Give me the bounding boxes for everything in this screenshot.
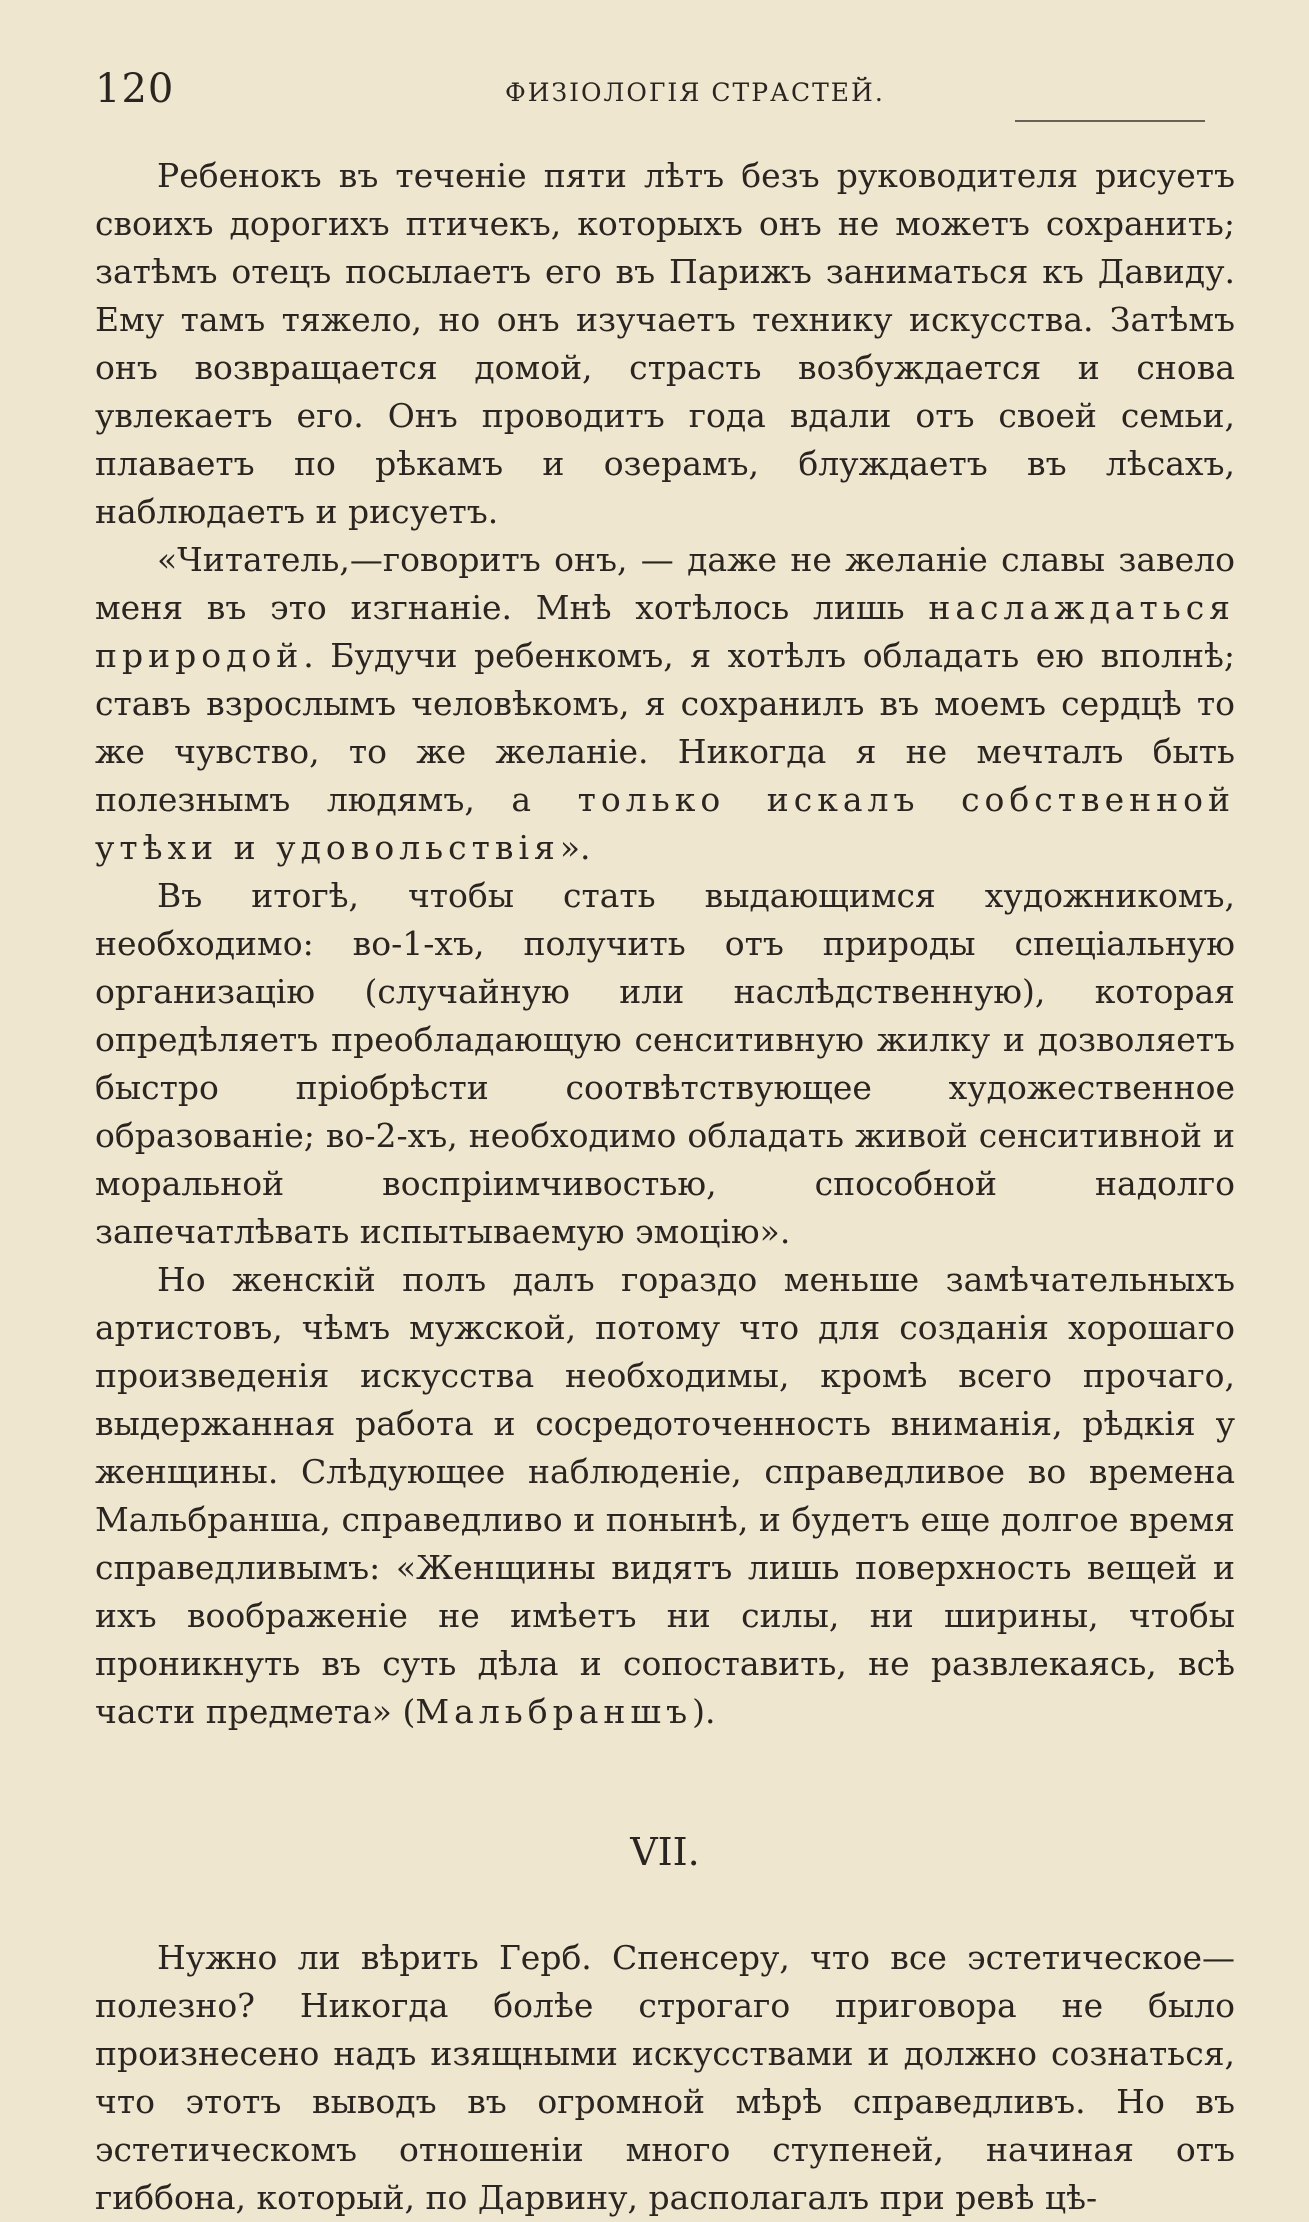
paragraph: Ребенокъ въ теченіе пяти лѣтъ безъ руководителя рисуетъ своихъ дорогихъ птичекъ, которыхъ онъ не можетъ сохранить; затѣмъ отецъ посылаетъ его въ Парижъ заниматься къ Давиду. Ему тамъ тяжело, но онъ изучаетъ технику искусства. Затѣмъ онъ возвращается домой, страсть возбуждается и снова увлекаетъ его. Онъ проводитъ года вдали отъ своей семьи, плаваетъ по рѣкамъ и озерамъ, блуждаетъ въ лѣсахъ, наблюдаетъ и рисуетъ. — [95, 156, 1235, 531]
section-number: VII. — [630, 1830, 700, 1874]
paragraph — [95, 536, 1235, 872]
paragraph: Въ итогѣ, чтобы стать выдающимся художникомъ, необходимо: во-1-хъ, получить отъ природы спеціальную организацію (случайную или наслѣдственную), которая опредѣляетъ преобладающую сенситивную жилку и дозволяетъ быстро пріобрѣсти соотвѣтствующее художественное образованіе; во-2-хъ, необходимо обладать живой сенситивной и моральной воспріимчивостью, способной надолго запечатлѣвать испытываемую эмоцію». — [95, 876, 1235, 1251]
paragraph-text: «Читатель,—говоритъ онъ, — даже не желаніе славы завело меня въ это изгнаніе. Мнѣ хотѣлось лишь — [95, 540, 1235, 627]
page-header — [95, 62, 1225, 124]
page-number: 120 — [95, 66, 175, 112]
page-body — [95, 152, 1235, 2222]
paragraph-text: . Будучи ребенкомъ, я хотѣлъ обладать ею вполнѣ; ставъ взрослымъ человѣкомъ, я сохранилъ въ моемъ сердцѣ то же чувство, то же желаніе. Никогда я не мечталъ быть полезнымъ людямъ, — [95, 636, 1235, 819]
paragraph-text: ». — [559, 828, 591, 867]
paragraph-text: Но женскій полъ далъ гораздо меньше замѣчательныхъ артистовъ, чѣмъ мужской, потому что для созданія хорошаго произведенія искусства необходимы, кромѣ всего прочаго, выдержанная работа и сосредоточенность вниманія, рѣдкія у женщины. Слѣдующее наблюденіе, справедливое во времена Мальбранша, справедливо и понынѣ, и будетъ еще долгое время справедливымъ: «Женщины видятъ лишь поверхность вещей и ихъ воображеніе не имѣетъ ни силы, ни ширины, чтобы проникнуть въ суть дѣла и сопоставить, не развлекаясь, всѣ части предмета» ( — [95, 1260, 1235, 1731]
header-rule — [1015, 120, 1205, 122]
paragraph-text: ). — [692, 1692, 716, 1731]
emphasized-text: наслаждаться природой — [95, 588, 1235, 675]
paragraph — [95, 1256, 1235, 1736]
emphasized-text: Мальбраншъ — [415, 1692, 693, 1731]
running-title: ФИЗІОЛОГІЯ СТРАСТЕЙ. — [505, 78, 885, 107]
paragraph: Нужно ли вѣрить Герб. Спенсеру, что все эстетическое—полезно? Никогда болѣе строгаго приговора не было произнесено надъ изящными искусствами и должно сознаться, что этотъ выводъ въ огромной мѣрѣ справедливъ. Но въ эстетическомъ отношеніи много ступеней, начиная отъ гиббона, который, по Дарвину, располагалъ при ревѣ цѣ- — [95, 1938, 1235, 2217]
emphasized-text: а только искалъ собственной утѣхи и удовольствія — [95, 780, 1235, 867]
